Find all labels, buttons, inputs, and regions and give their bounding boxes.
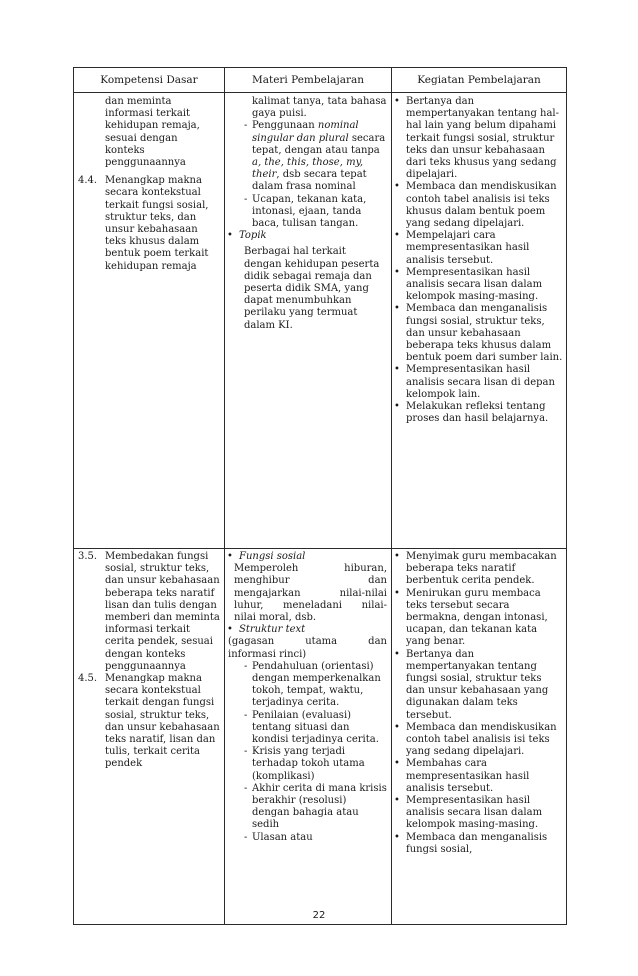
bullet-icon: • [394, 551, 400, 562]
kd-text: Menangkap makna secara kontekstual terkait fungsi sosial, struktur teks, dan unsur kebahasaan teks khusus dalam bentuk poem terkait kehidupan remaja [105, 175, 209, 272]
struktur-dash-item: - Ulasan atau [244, 831, 313, 843]
fungsi-label: Fungsi sosial [239, 551, 306, 562]
kegiatan-item: • Membahas cara mempresentasikan hasil analisis tersebut. [394, 758, 530, 794]
header-kegiatan-pembelajaran: Kegiatan Pembelajaran [392, 68, 567, 93]
fungsi-bullet [225, 551, 391, 563]
table-row [74, 93, 567, 549]
struktur-bullet [225, 624, 391, 636]
kd-text: Menangkap makna secara kontekstual terkait dengan fungsi sosial, struktur teks, dan unsur kebahasaan teks naratif, lisan dan tulis, terkait cerita pendek [105, 673, 220, 770]
bullet-icon: • [394, 230, 400, 242]
materi-dash-item: - Ucapan, tekanan kata, intonasi, ejaan, tanda baca, tulisan tangan. [244, 193, 367, 230]
bullet-icon: • [394, 831, 400, 843]
kd-text: Membedakan fungsi sosial, struktur teks, dan unsur kebahasaan beberapa teks naratif lisan dan tulis dengan memberi dan meminta informasi terkait cerita pendek, sesuai dengan konteks penggunaannya [105, 551, 220, 672]
bullet-icon: • [394, 795, 400, 807]
kegiatan-item: • Bertanya dan mempertanyakan tentang fungsi sosial, struktur teks dan unsur kebahasaan yang digunakan dalam teks tersebut. [394, 648, 549, 721]
topik-bullet [225, 230, 391, 242]
kegiatan-cell [392, 93, 567, 549]
kegiatan-item: • Mempresentasikan hasil analisis secara lisan dalam kelompok masing-masing. [394, 266, 543, 303]
struktur-dash-list [225, 661, 391, 844]
bullet-icon: • [394, 364, 400, 376]
kegiatan-item: • Membaca dan mendiskusikan contoh tabel analisis isi teks yang sedang dipelajari. [394, 721, 557, 758]
struktur-label: Struktur text [239, 624, 306, 636]
materi-dash-item: - Penggunaan nominal singular dan plural secara tepat, dengan atau tanpa a, the, this, those, my, their, dsb secara tepat dalam frasa nominal [244, 120, 386, 193]
kd-number: 4.5. [78, 673, 98, 685]
topik-text: Berbagai hal terkait dengan kehidupan peserta didik sebagai remaja dan peserta didik SMA, yang dapat menumbuhkan perilaku yang termuat dalam KI. [244, 246, 380, 331]
table-header-row [74, 68, 567, 93]
bullet-icon: • [394, 266, 400, 278]
kegiatan-item: • Mempresentasikan hasil analisis secara lisan di depan kelompok lain. [394, 364, 555, 400]
kegiatan-list [392, 551, 566, 856]
bullet-icon: • [227, 230, 233, 242]
kegiatan-item: • Membaca dan mendiskusikan contoh tabel analisis isi teks khusus dalam bentuk poem yang sedang dipelajari. [394, 181, 557, 230]
table-row [74, 549, 567, 925]
materi-cell [225, 93, 392, 549]
kegiatan-item: • Mempelajari cara mempresentasikan hasil analisis tersebut. [394, 230, 530, 266]
topik-label: Topik [239, 230, 267, 242]
bullet-icon: • [227, 551, 233, 562]
kegiatan-item: • Bertanya dan mempertanyakan tentang hal-hal lain yang belum dipahami terkait fungsi sosial, struktur teks dan unsur kebahasaan dari teks khusus yang sedang dipelajari. [394, 96, 560, 181]
struktur-dash-item: - Penilaian (evaluasi) tentang situasi dan kondisi terjadinya cerita. [244, 709, 379, 746]
bullet-icon: • [394, 758, 400, 770]
kegiatan-item: • Melakukan refleksi tentang proses dan hasil belajarnya. [394, 401, 549, 425]
lesson-table [73, 67, 567, 925]
kegiatan-cell [392, 549, 567, 925]
bullet-icon: • [394, 303, 400, 315]
bullet-icon: • [394, 181, 400, 193]
bullet-icon: • [227, 624, 233, 636]
kegiatan-item: • Membaca dan menganalisis fungsi sosial, struktur teks, dan unsur kebahasaan beberapa teks khusus dalam bentuk poem dari sumber lain. [394, 303, 563, 364]
kegiatan-list [392, 96, 566, 425]
struktur-dash-item: - Akhir cerita di mana krisis berakhir (resolusi) dengan bahagia atau sedih [244, 782, 387, 831]
kd-item [74, 673, 224, 771]
kegiatan-item: • Membaca dan menganalisis fungsi sosial, [394, 831, 548, 855]
kd-cell [74, 549, 225, 925]
page-number: 22 [312, 910, 326, 921]
header-kompetensi-dasar: Kompetensi Dasar [74, 68, 225, 93]
kd-item [74, 551, 224, 673]
bullet-icon: • [394, 648, 400, 660]
struktur-dash-item: - Pendahuluan (orientasi) dengan memperkenalkan tokoh, tempat, waktu, terjadinya cerita. [244, 660, 381, 709]
bullet-icon: • [394, 401, 400, 413]
bullet-icon: • [394, 721, 400, 733]
header-materi-pembelajaran: Materi Pembelajaran [225, 68, 392, 93]
kd-number: 3.5. [78, 551, 98, 562]
materi-continuation: kalimat tanya, tata bahasa gaya puisi. [252, 96, 387, 120]
kd-item [74, 175, 224, 273]
materi-cell: • Fungsi sosial Memperoleh hiburan, menghibur dan mengajarkan nilai-nilai luhur, meneladani nilai- nilai moral, dsb. • Struktur text (gagasan utama dan informasi rinci) - Pendahuluan (orientasi) dengan memperkenalkan tokoh, tempat, waktu, terjadinya cerita. - Penilaian (evaluasi) tentang situasi dan kondisi terjadinya cerita. - Krisis yang terjadi terhadap tokoh utama (komplikasi) - Akhir cerita di mana krisis berakhir (resolusi) dengan bahagia atau sedih - Ulasan atau [225, 549, 392, 925]
kd-continuation: dan meminta informasi terkait kehidupan remaja, sesuai dengan konteks penggunaannya [105, 96, 200, 169]
bullet-icon: • [394, 96, 400, 107]
struktur-dash-item: - Krisis yang terjadi terhadap tokoh utama (komplikasi) [244, 746, 365, 782]
bullet-icon: • [394, 587, 400, 599]
kegiatan-item: • Mempresentasikan hasil analisis secara lisan dalam kelompok masing-masing. [394, 795, 543, 831]
kd-number: 4.4. [78, 175, 98, 187]
kegiatan-item: • Menirukan guru membaca teks tersebut secara bermakna, dengan intonasi, ucapan, dan tekanan kata yang benar. [394, 587, 548, 648]
kegiatan-item: • Menyimak guru membacakan beberapa teks naratif berbentuk cerita pendek. [394, 551, 557, 587]
kd-cell [74, 93, 225, 549]
